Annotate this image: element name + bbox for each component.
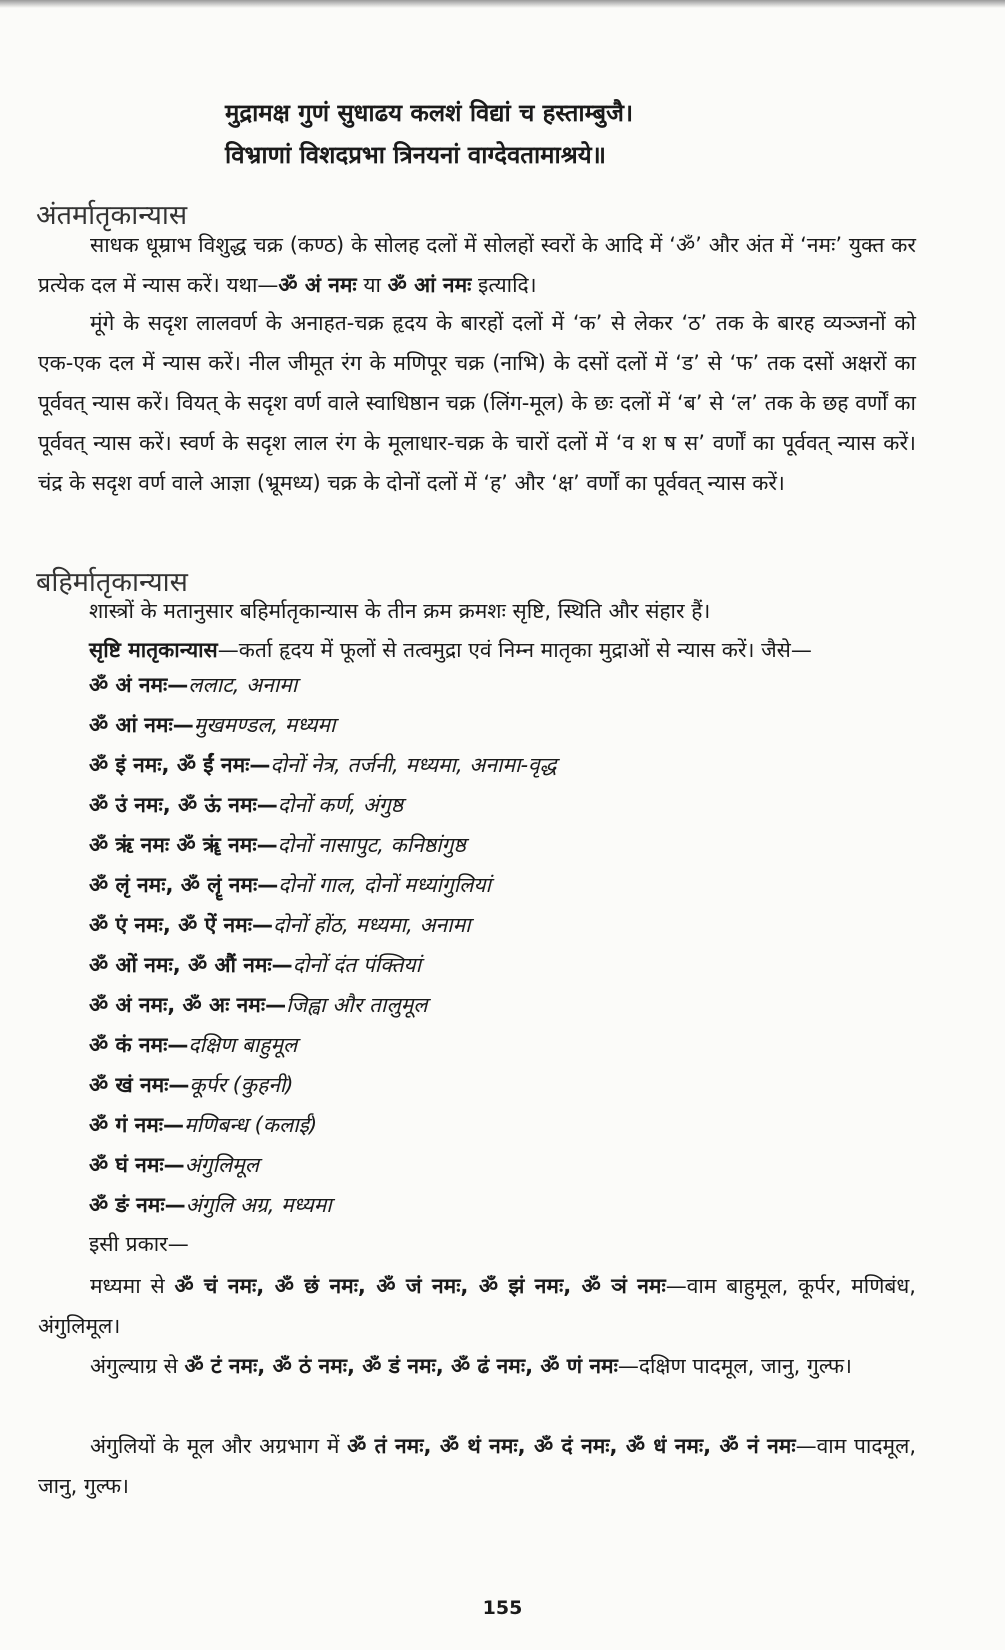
nyasa-item [89, 825, 556, 865]
nyasa-item [89, 905, 556, 945]
paragraph-antar-2 [38, 303, 916, 503]
srishti-text: —कर्ता हृदय में फूलों से तत्वमुद्रा एवं निम्न मातृका मुद्राओं से न्यास करें। जैसे— [217, 638, 812, 662]
nyasa-list [89, 665, 556, 1225]
nyasa-item [89, 1105, 556, 1145]
paragraph-angulyagra [38, 1346, 916, 1386]
paragraph-antar-1 [38, 225, 916, 305]
nyasa-item [89, 1185, 556, 1225]
paragraph-bahir-intro: शास्त्रों के मतानुसार बहिर्मातृकान्यास के तीन क्रम क्रमशः सृष्टि, स्थिति और संहार हैं। [89, 599, 711, 623]
nyasa-place: दोनों होंठ, मध्यमा, अनामा [272, 913, 471, 937]
nyasa-mantra: ॐ कं नमः— [89, 1033, 189, 1057]
nyasa-mantra: ॐ घं नमः— [89, 1153, 185, 1177]
nyasa-mantra: ॐ इं नमः, ॐ ईं नमः— [89, 753, 271, 777]
mantra-inline: ॐ टं नमः, ॐ ठं नमः, ॐ डं नमः, ॐ ढं नमः, ॐ णं नमः [184, 1354, 618, 1378]
para-text: अंगुलियों के मूल और अग्रभाग में [90, 1434, 348, 1458]
nyasa-mantra: ॐ आं नमः— [89, 713, 194, 737]
nyasa-place: मणिबन्ध (कलाई) [184, 1113, 318, 1137]
nyasa-item [89, 985, 556, 1025]
paragraph-anguli [38, 1426, 916, 1506]
para-text: —दक्षिण पादमूल, जानु, गुल्फ। [617, 1354, 852, 1378]
paragraph-madhyama [38, 1266, 916, 1346]
para-text: अंगुल्याग्र से [90, 1354, 185, 1378]
isi-prakar: इसी प्रकार— [89, 1232, 189, 1256]
section-heading-bahirmatrika: बहिर्मातृकान्यास [36, 567, 188, 598]
nyasa-place: दोनों नासापुट, कनिष्ठांगुष्ठ [277, 833, 466, 857]
para-text: —वाम बाहुमूल, कूर्पर, मणिबंध, अंगुलिमूल। [38, 1274, 916, 1338]
verse-line-1: मुद्रामक्ष गुणं सुधाढय कलशं विद्यां च हस्ताम्बुजै। [225, 99, 634, 127]
nyasa-place: दोनों कर्ण, अंगुष्ठ [277, 793, 404, 817]
nyasa-mantra: ॐ ङं नमः— [89, 1193, 186, 1217]
nyasa-mantra: ॐ ओं नमः, ॐ औं नमः— [89, 953, 293, 977]
mantra-inline: ॐ आं नमः [387, 273, 472, 297]
mantra-inline: ॐ अं नमः [278, 273, 357, 297]
nyasa-mantra: ॐ खं नमः— [89, 1073, 190, 1097]
nyasa-mantra: ॐ उं नमः, ॐ ऊं नमः— [89, 793, 278, 817]
nyasa-mantra: ॐ अं नमः— [89, 673, 189, 697]
verse-line-2: विभ्राणां विशदप्रभा त्रिनयनां वाग्देवतामाश्रये॥ [225, 141, 607, 169]
paragraph-srishti [89, 636, 812, 664]
para-text: या [356, 273, 388, 297]
nyasa-place: मुखमण्डल, मध्यमा [193, 713, 336, 737]
para-text: —वाम पादमूल, जानु, गुल्फ। [38, 1434, 916, 1498]
nyasa-place: ललाट, अनामा [188, 673, 298, 697]
para-text: साधक धूम्राभ विशुद्ध चक्र (कण्ठ) के सोलह दलों में सोलहों स्वरों के आदि में ‘ॐ’ और अंत में ‘नमः’ युक्त कर प्रत्येक दल में न्यास करें। यथा— [38, 233, 916, 297]
page-number: 155 [482, 1597, 523, 1619]
section-heading-antarmatrika: अंतर्मातृकान्यास [36, 200, 188, 231]
page-top-edge [0, 0, 1005, 8]
nyasa-item [89, 665, 556, 705]
nyasa-mantra: ॐ अं नमः, ॐ अः नमः— [89, 993, 287, 1017]
nyasa-item [89, 1145, 556, 1185]
nyasa-place: जिह्वा और तालुमूल [286, 993, 428, 1017]
nyasa-mantra: ॐ लृं नमः, ॐ लॄं नमः— [89, 873, 279, 897]
nyasa-mantra: ॐ ऋं नमः ॐ ॠं नमः— [89, 833, 278, 857]
para-text: इत्यादि। [471, 273, 537, 297]
para-text: मध्यमा से [90, 1274, 175, 1298]
nyasa-item [89, 785, 556, 825]
sanskrit-verse [225, 92, 633, 176]
nyasa-place: दोनों दंत पंक्तियां [292, 953, 422, 977]
nyasa-mantra: ॐ एं नमः, ॐ ऐं नमः— [89, 913, 273, 937]
nyasa-item [89, 945, 556, 985]
mantra-inline: ॐ तं नमः, ॐ थं नमः, ॐ दं नमः, ॐ धं नमः, ॐ नं नमः [347, 1434, 796, 1458]
nyasa-place: कूर्पर (कुहनी) [189, 1073, 294, 1097]
nyasa-place: दोनों नेत्र, तर्जनी, मध्यमा, अनामा-वृद्ध [270, 753, 557, 777]
nyasa-item [89, 1025, 556, 1065]
nyasa-item [89, 705, 556, 745]
nyasa-place: अंगुलिमूल [184, 1153, 259, 1177]
nyasa-item [89, 865, 556, 905]
nyasa-place: अंगुलि अग्र, मध्यमा [185, 1193, 332, 1217]
nyasa-mantra: ॐ गं नमः— [89, 1113, 185, 1137]
nyasa-item [89, 745, 556, 785]
srishti-label: सृष्टि मातृकान्यास [89, 638, 218, 662]
nyasa-place: दोनों गाल, दोनों मध्यांगुलियां [278, 873, 491, 897]
nyasa-place: दक्षिण बाहुमूल [188, 1033, 298, 1057]
para-text: मूंगे के सदृश लालवर्ण के अनाहत-चक्र हृदय के बारहों दलों में ‘क’ से लेकर ‘ठ’ तक के बारह व्यञ्जनों को एक-एक दल में न्यास करें। नील जीमूत रंग के मणिपूर चक्र (नाभि) के दसों दलों में ‘ड’ से ‘फ’ तक दसों अक्षरों का पूर्ववत् न्यास करें। वियत् के सदृश वर्ण वाले स्वाधिष्ठान चक्र (लिंग-मूल) के छः दलों में ‘ब’ से ‘ल’ तक के छह वर्णों का पूर्ववत् न्यास करें। स्वर्ण के सदृश लाल रंग के मूलाधार-चक्र के चारों दलों में ‘व श ष स’ वर्णों का पूर्ववत् न्यास करें। चंद्र के सदृश वर्ण वाले आज्ञा (भ्रूमध्य) चक्र के दोनों दलों में ‘ह’ और ‘क्ष’ वर्णों का पूर्ववत् न्यास करें। [38, 311, 916, 495]
mantra-inline: ॐ चं नमः, ॐ छं नमः, ॐ जं नमः, ॐ झं नमः, ॐ ञं नमः [174, 1274, 666, 1298]
nyasa-item [89, 1065, 556, 1105]
